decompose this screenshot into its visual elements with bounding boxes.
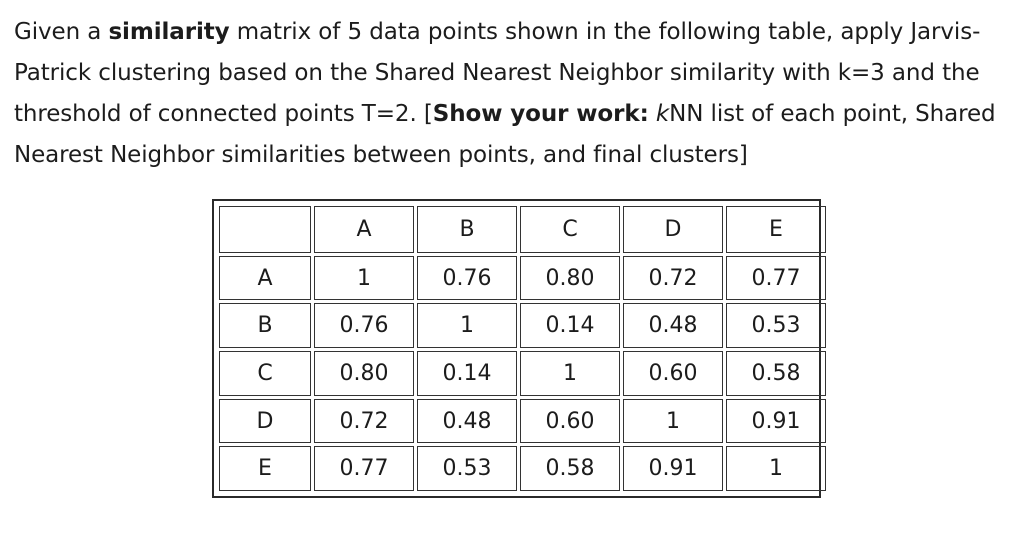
question-text	[14, 12, 1014, 176]
table-cell: 1	[520, 351, 620, 396]
table-row	[219, 351, 826, 396]
table-cell: 0.48	[417, 399, 517, 444]
table-cell: 0.77	[726, 256, 826, 301]
table-cell: 1	[314, 256, 414, 301]
table-cell: 0.72	[314, 399, 414, 444]
question-part-4: NN list of each point, Shared Nearest Neighbor similarities between points, and final clusters]	[14, 101, 996, 168]
table-row	[219, 446, 826, 491]
question-italic-k: k	[655, 101, 670, 127]
question-part-3	[649, 101, 656, 127]
row-header-e: E	[219, 446, 311, 491]
table-cell: 1	[623, 399, 723, 444]
table-cell: 0.53	[726, 303, 826, 348]
question-bold-similarity: similarity	[108, 19, 230, 45]
table-cell: 0.77	[314, 446, 414, 491]
column-header-a: A	[314, 206, 414, 253]
table-cell: 0.91	[726, 399, 826, 444]
question-bold-show-your-work: Show your work:	[432, 101, 649, 127]
table-cell: 0.80	[314, 351, 414, 396]
similarity-matrix-table	[216, 203, 829, 494]
table-corner-cell	[219, 206, 311, 253]
table-cell: 0.58	[726, 351, 826, 396]
table-cell: 0.76	[417, 256, 517, 301]
table-header-row	[219, 206, 826, 253]
row-header-b: B	[219, 303, 311, 348]
table-cell: 0.60	[520, 399, 620, 444]
table-cell: 0.14	[417, 351, 517, 396]
table-cell: 0.58	[520, 446, 620, 491]
table-row	[219, 256, 826, 301]
table-cell: 1	[726, 446, 826, 491]
table-cell: 0.72	[623, 256, 723, 301]
table-cell: 0.76	[314, 303, 414, 348]
table-cell: 0.14	[520, 303, 620, 348]
column-header-d: D	[623, 206, 723, 253]
question-part-2: matrix of 5 data points shown in the following table, apply Jarvis-Patrick clustering based on the Shared Nearest Neighbor similarity with k=3 and the threshold of connected points T=2. [	[14, 19, 981, 127]
table-row	[219, 303, 826, 348]
table-row	[219, 399, 826, 444]
table-cell: 0.53	[417, 446, 517, 491]
table-cell: 0.60	[623, 351, 723, 396]
table-cell: 0.91	[623, 446, 723, 491]
column-header-b: B	[417, 206, 517, 253]
table-cell: 0.48	[623, 303, 723, 348]
column-header-c: C	[520, 206, 620, 253]
row-header-a: A	[219, 256, 311, 301]
column-header-e: E	[726, 206, 826, 253]
row-header-c: C	[219, 351, 311, 396]
table-cell: 1	[417, 303, 517, 348]
question-part-1: Given a	[14, 19, 109, 45]
table-cell: 0.80	[520, 256, 620, 301]
similarity-table-frame	[212, 199, 821, 498]
row-header-d: D	[219, 399, 311, 444]
